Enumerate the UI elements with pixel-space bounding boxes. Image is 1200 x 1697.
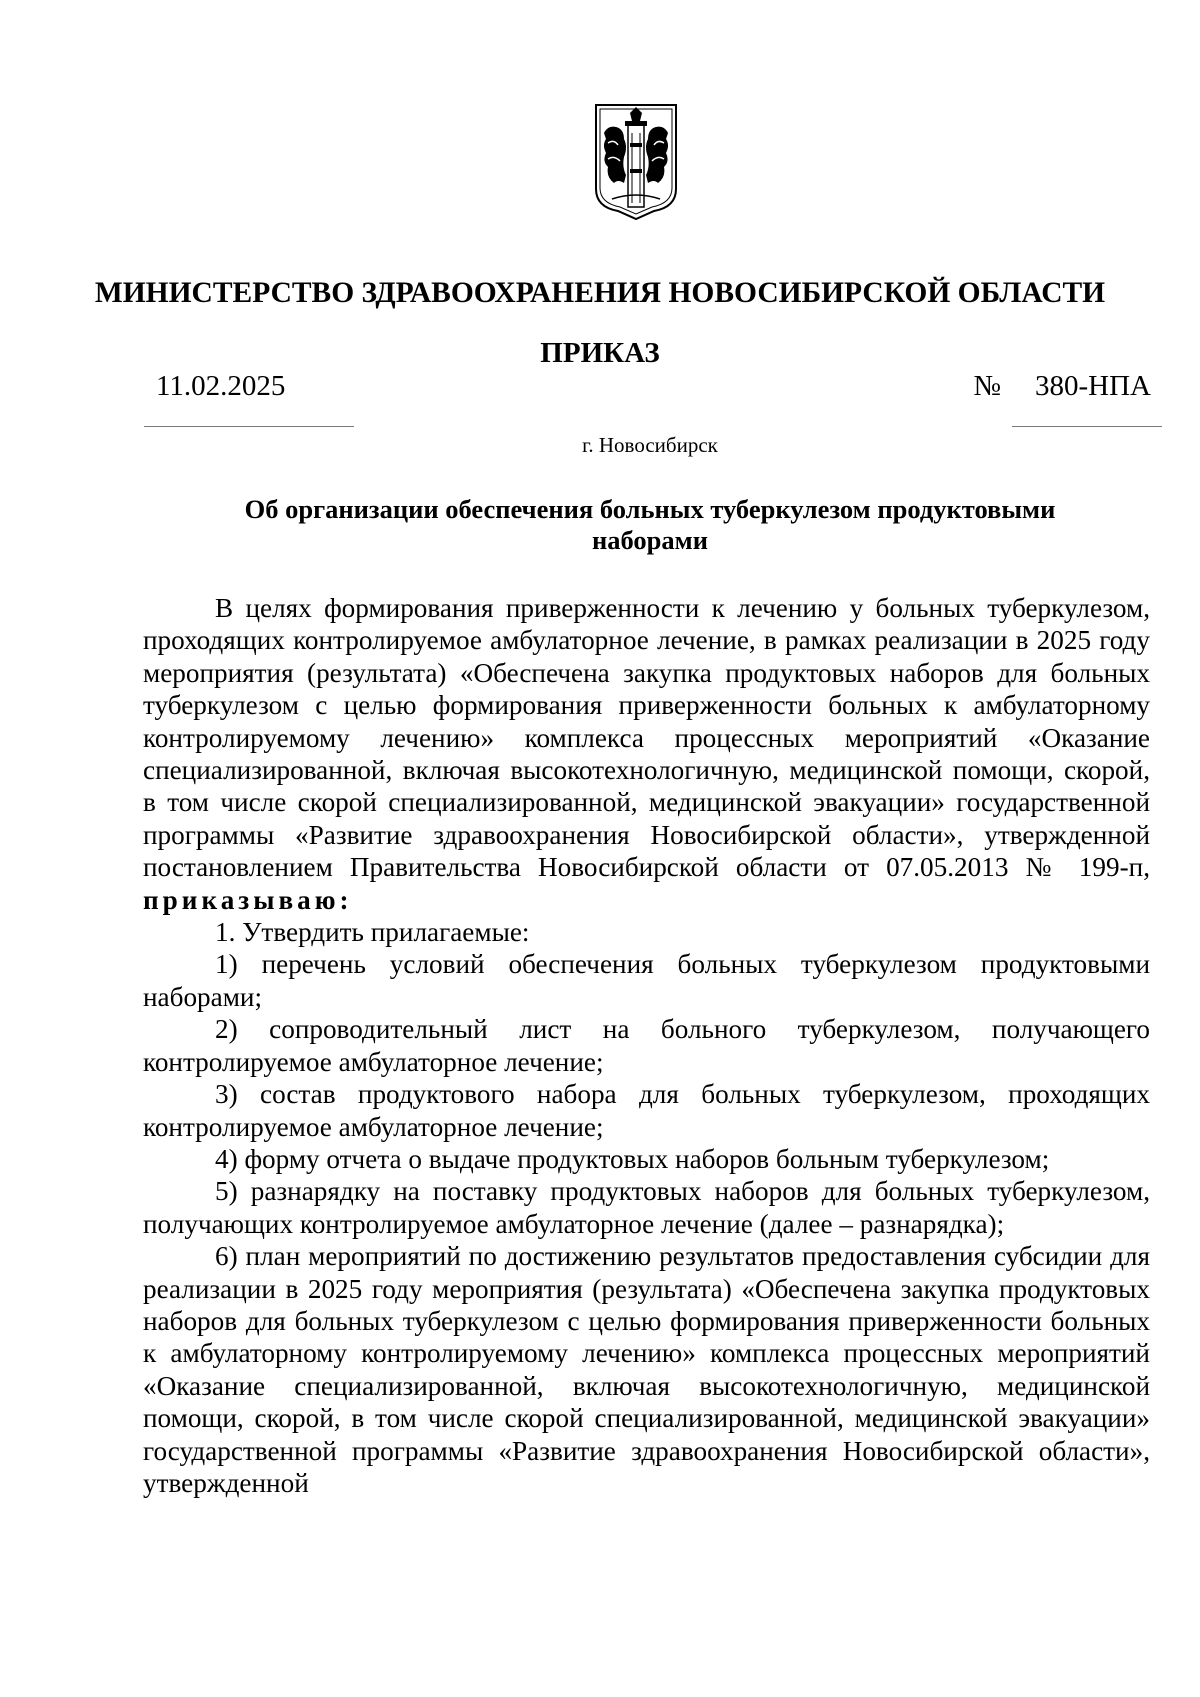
date-underline [144, 426, 354, 427]
decree-word: приказываю: [143, 884, 353, 915]
list-item-3: 3) состав продуктового набора для больных туберкулезом, проходящих контролируемое амбулаторное лечение; [143, 1079, 1150, 1142]
number-underline [1012, 426, 1162, 427]
order-number: 380-НПА [1035, 370, 1151, 402]
order-number-block [973, 369, 1151, 403]
order-date: 11.02.2025 [156, 370, 286, 402]
list-item-4: 4) форму отчета о выдаче продуктовых наборов больным туберкулезом; [215, 1143, 1050, 1174]
number-sign: № [973, 370, 1001, 402]
list-item-5: 5) разнарядку на поставку продуктовых наборов для больных туберкулезом, получающих контролируемое амбулаторное лечение (далее – разнарядка); [143, 1176, 1150, 1239]
list-item-2: 2) сопроводительный лист на больного туберкулезом, получающего контролируемое амбулаторное лечение; [143, 1014, 1150, 1077]
document-subject: Об организации обеспечения больных туберкулезом продуктовыми наборами [244, 494, 1056, 555]
ministry-name: МИНИСТЕРСТВО ЗДРАВООХРАНЕНИЯ НОВОСИБИРСКОЙ ОБЛАСТИ [94, 277, 1106, 309]
document-type-title: ПРИКАЗ [540, 337, 660, 369]
coat-of-arms-emblem [594, 103, 678, 221]
city-name: г. Новосибирск [582, 433, 718, 457]
list-item-6: 6) план мероприятий по достижению результатов предоставления субсидии для реализации в 2025 году мероприятия (результата) «Обеспечена закупка продуктовых наборов для больных туберкулезом с целью формирования приверженности больных к амбулаторному контролируемому лечению» комплекса процессных мероприятий «Оказание специализированной, включая высокотехнологичную, медицинской помощи, скорой, в том числе скорой специализированной, медицинской эвакуации» государственной программы «Развитие здравоохранения Новосибирской области», утвержденной [143, 1241, 1150, 1498]
document-body [143, 592, 1150, 1499]
preamble-paragraph [143, 592, 1150, 916]
item-1-intro: 1. Утвердить прилагаемые: [215, 917, 530, 948]
preamble-text: В целях формирования приверженности к лечению у больных туберкулезом, проходящих контролируемое амбулаторное лечение, в рамках реализации в 2025 году мероприятия (результата) «Обеспечена закупка продуктовых наборов для больных туберкулезом с целью формирования приверженности больных к амбулаторному контролируемому лечению» комплекса процессных мероприятий «Оказание специализированной, включая высокотехнологичную, медицинской помощи, скорой, в том числе скорой специализированной, медицинской эвакуации» государственной программы «Развитие здравоохранения Новосибирской области», утвержденной постановлением Правительства Новосибирской области от 07.05.2013 № 199-п, [143, 593, 1150, 883]
list-item-1: 1) перечень условий обеспечения больных туберкулезом продуктовыми наборами; [143, 949, 1150, 1012]
